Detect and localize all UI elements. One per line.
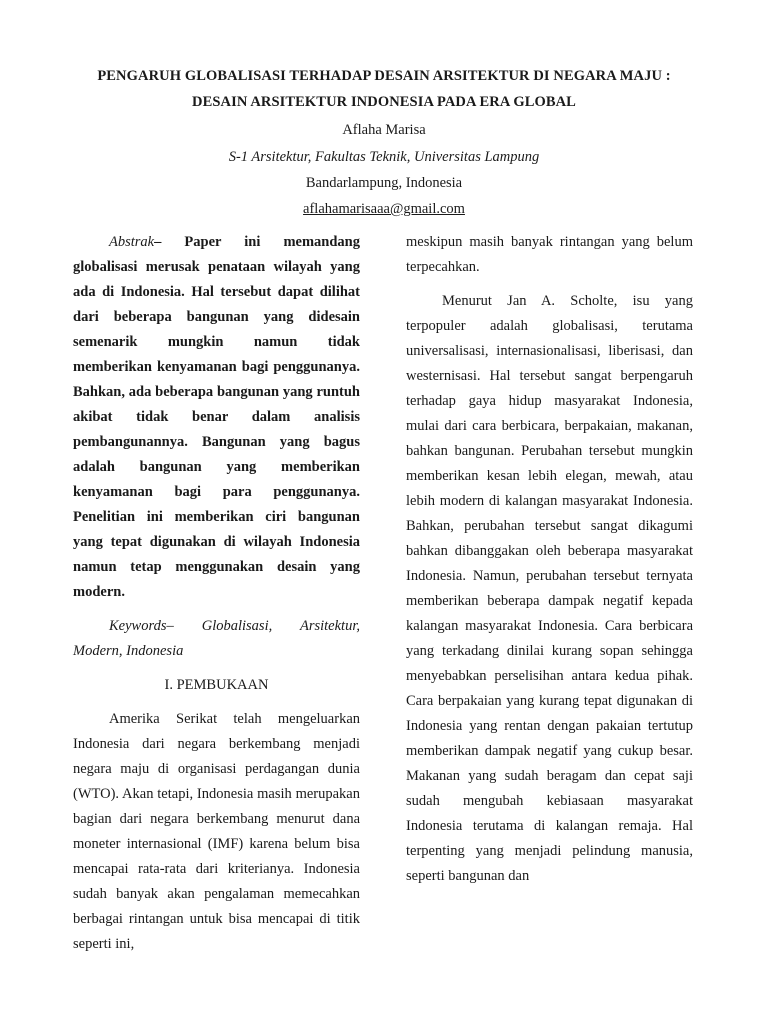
- keywords: Keywords– Globalisasi, Arsitektur, Modern, Indonesia: [73, 618, 360, 659]
- paper-title-line-1: PENGARUH GLOBALISASI TERHADAP DESAIN ARSITEKTUR DI NEGARA MAJU :: [97, 68, 671, 84]
- left-column: [73, 230, 360, 957]
- intro-paragraph: Amerika Serikat telah mengeluarkan Indonesia dari negara berkembang menjadi negara maju di organisasi perdagangan dunia (WTO). Akan tetapi, Indonesia masih merupakan bagian dari negara berkembang menurut dana moneter internasional (IMF) karena belum bisa mencapai rata-rata dari kriterianya. Indonesia sudah banyak akan pengalaman memecahkan berbagai rintangan untuk bisa mencapai di titik seperti ini,: [73, 711, 360, 952]
- author-email: aflahamarisaaa@gmail.com: [303, 201, 465, 217]
- continuation-paragraph: meskipun masih banyak rintangan yang belum terpecahkan.: [406, 234, 693, 275]
- author-name: Aflaha Marisa: [342, 122, 426, 138]
- author-affiliation: S-1 Arsitektur, Fakultas Teknik, Universitas Lampung: [228, 149, 540, 165]
- right-column: [406, 230, 693, 889]
- abstract-label: Abstrak: [109, 234, 155, 250]
- section-heading: I. PEMBUKAAN: [164, 677, 269, 693]
- abstract-dash: –: [154, 234, 185, 250]
- paper-title-line-2: DESAIN ARSITEKTUR INDONESIA PADA ERA GLOBAL: [192, 94, 576, 110]
- abstract-paragraph: [73, 230, 360, 605]
- author-location: Bandarlampung, Indonesia: [305, 175, 463, 191]
- abstract-text: Paper ini memandang globalisasi merusak penataan wilayah yang ada di Indonesia. Hal tersebut dapat dilihat dari beberapa bangunan yang didesain semenarik mungkin namun tidak memberikan kenyamanan bagi penggunanya. Bahkan, ada beberapa bangunan yang runtuh akibat tidak benar dalam analisis pembangunannya. Bangunan yang bagus adalah bangunan yang memberikan kenyamanan bagi para penggunanya. Penelitian ini memberikan ciri bangunan yang tepat digunakan di wilayah Indonesia namun tetap menggunakan desain yang modern.: [73, 234, 360, 600]
- body-paragraph: Menurut Jan A. Scholte, isu yang terpopuler adalah globalisasi, terutama universalisasi, internasionalisasi, liberisasi, dan westernisasi. Hal tersebut sangat berpengaruh terhadap gaya hidup masyarakat Indonesia, mulai dari cara berbicara, berpakaian, makanan, bahkan bangunan. Perubahan tersebut mungkin memberikan kesan lebih elegan, mewah, atau lebih modern di kalangan masyarakat Indonesia. Bahkan, perubahan tersebut sangat dikagumi bahkan dibanggakan oleh beberapa masyarakat Indonesia. Namun, perubahan tersebut ternyata memberikan beberapa dampak negatif kepada kalangan masyarakat Indonesia. Cara berbicara yang terkadang dinilai kurang sopan sehingga menyebabkan perselisihan antara kedua pihak. Cara berpakaian yang kurang tepat digunakan di Indonesia yang rentan dengan pakaian tertutup memberikan dampak negatif yang cukup besar. Makanan yang sudah beragam dan cepat saji sudah mengubah kebiasaan masyarakat Indonesia terutama di kalangan remaja. Hal terpenting yang menjadi pelindung manusia, seperti bangunan dan: [406, 293, 693, 884]
